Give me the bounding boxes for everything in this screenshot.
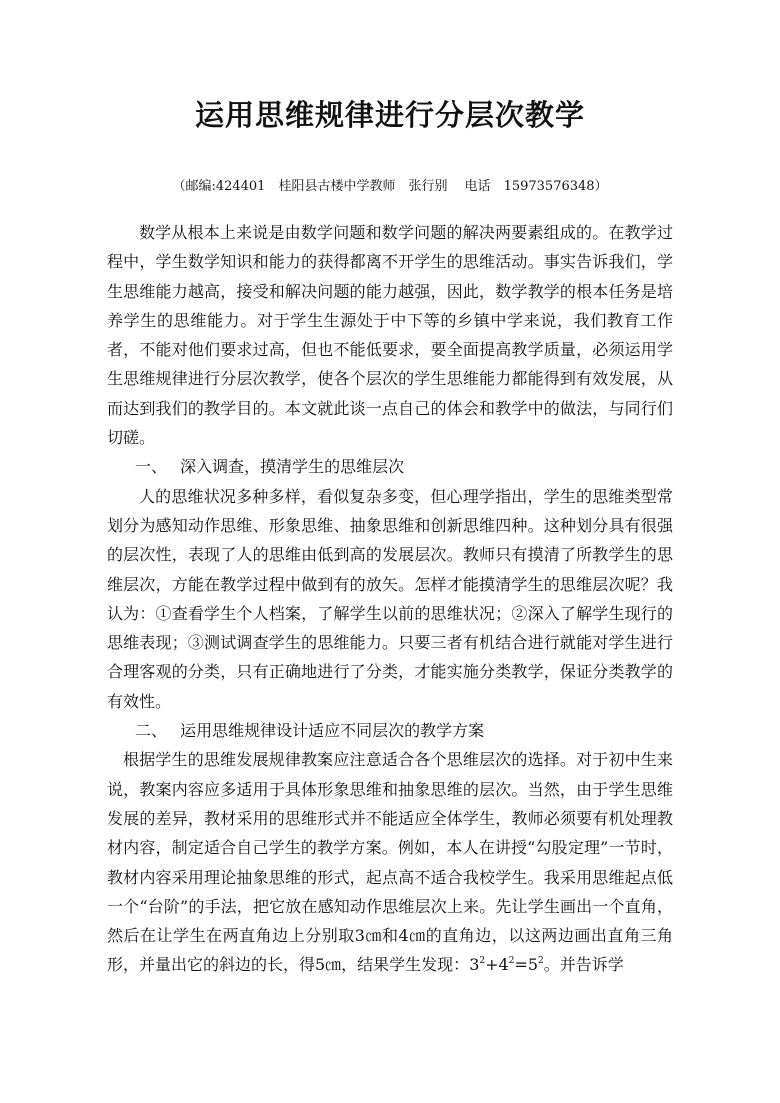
section-heading-2: 二、 运用思维规律设计适应不同层次的教学方案 [135,721,485,741]
section-1-paragraph: 人的思维状况多种多样，看似复杂多变，但心理学指出，学生的思维类型常划分为感知动作思维、形象思维、抽象思维和创新思维四种。这种划分具有很强的层次性，表现了人的思维由低到高的发展层次。教师只有摸清了所教学生的思维层次，方能在教学过程中做到有的放矢。怎样才能摸清学生的思维层次呢？我认为：①查看学生个人档案，了解学生以前的思维状况；②深入了解学生现行的思维表现；③测试调查学生的思维能力。只要三者有机结合进行就能对学生进行合理客观的分类，只有正确地进行了分类，才能实施分类教学，保证分类教学的有效性。 [107,486,673,711]
section-2-text: 根据学生的思维发展规律教案应注意适合各个思维层次的选择。对于初中生来说，教案内容应多适用于具体形象思维和抽象思维的层次。当然，由于学生思维发展的差异，教材采用的思维形式并不能适应全体学生，教师必须要有机处理教材内容，制定适合自己学生的教学方案。例如，本人在讲授“勾股定理”一节时，教材内容采用理论抽象思维的形式，起点高不适合我校学生。我采用思维起点低一个“台阶”的手法，把它放在感知动作思维层次上来。先让学生画出一个直角，然后在让学生在两直角边上分别取3㎝和4㎝的直角边，以这两边画出直角三角形，并量出它的斜边的长，得5㎝，结果学生发现： [107,750,673,975]
pythagorean-formula: $3^2+4^2=5^2$ [469,955,544,975]
section-2-paragraph [107,745,673,979]
document-title: 运用思维规律进行分层次教学 [194,98,585,132]
section-2-tail-text: 。并告诉学 [543,955,624,975]
intro-paragraph: 数学从根本上来说是由数学问题和数学问题的解决两要素组成的。在教学过程中，学生数学知识和能力的获得都离不开学生的思维活动。事实告诉我们，学生思维能力越高，接受和解决问题的能力越强，因此，数学教学的根本任务是培养学生的思维能力。对于学生生源处于中下等的乡镇中学来说，我们教育工作者，不能对他们要求过高，但也不能低要求，要全面提高教学质量，必须运用学生思维规律进行分层次教学，使各个层次的学生思维能力都能得到有效发展，从而达到我们的教学目的。本文就此谈一点自己的体会和教学中的做法，与同行们切磋。 [107,223,673,448]
article-body [107,218,673,980]
section-heading-1: 一、 深入调查，摸清学生的思维层次 [135,457,405,477]
author-contact-line: （邮编:424401 桂阳县古楼中学教师 张行别 电话 15973576348） [172,179,608,194]
